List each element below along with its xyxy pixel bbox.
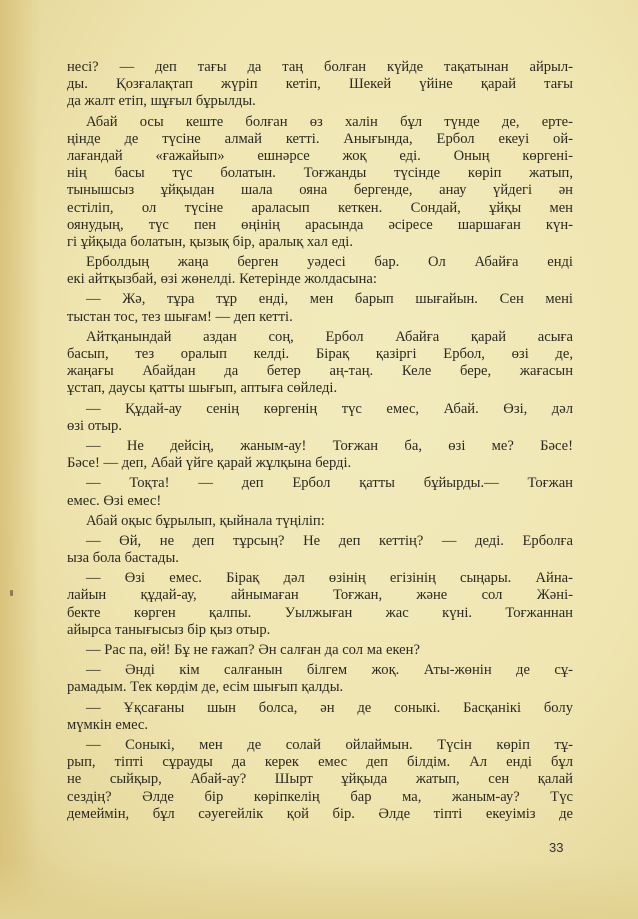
text-line: — Соныкі, мен де солай ойлаймын. Түсін көріп тұ-: [86, 736, 573, 753]
text-line: естіліп, ол түсіне араласып кеткен. Сондай, ұйқы мен: [67, 199, 573, 216]
text-line: — Әнді кім салғанын білгем жоқ. Аты-жөнін де сұ-: [86, 662, 573, 679]
text-line: жаңағы Абайдан да бетер аң-таң. Келе бере, жағасын: [67, 363, 573, 380]
page-number: 33: [549, 840, 564, 855]
text-line: ұстап, даусы қатты шығып, аптыға сөйледі.: [67, 380, 338, 397]
text-line: тыстан тос, тез шығам! — деп кетті.: [67, 308, 293, 325]
text-line: — Құдай-ау сенің көргенің түс емес, Абай. Өзі, дәл: [86, 400, 573, 417]
page-shadow-left: [0, 0, 40, 919]
text-line: — Жә, тұра тұр енді, мен барып шығайын. Сен мені: [86, 291, 573, 308]
text-line: — Ұқсағаны шын болса, ән де соныкі. Басқанікі болу: [86, 699, 573, 716]
page-body-text: [67, 59, 573, 823]
text-line: лағандай «ғажайып» ешнәрсе жоқ еді. Оның көргені-: [67, 147, 573, 164]
text-line: Абай оқыс бұрылып, қыйнала түңіліп:: [86, 512, 325, 529]
text-line: несі? — деп тағы да таң болған күйде тақатынан айрыл-: [67, 59, 573, 75]
text-line: Ерболдың жаңа берген уәдесі бар. Ол Абайға енді: [86, 254, 573, 271]
text-line: нің басы түс болатын. Тоғжанды түсінде көріп жатып,: [67, 165, 573, 182]
text-line: рып, тіпті сұрауды да керек емес деп білдім. Ал енді бұл: [67, 754, 573, 771]
text-line: бекте көрген қалпы. Уылжыған жас күні. Тоғжаннан: [67, 604, 573, 621]
text-line: мүмкін емес.: [67, 716, 149, 733]
text-line: — Не дейсің, жаным-ау! Тоғжан ба, өзі ме? Бәсе!: [86, 437, 573, 454]
text-line: емес. Өзі емес!: [67, 492, 162, 509]
text-line: ыза бола бастады.: [67, 550, 179, 567]
text-line: — Рас па, өй! Бұ не ғажап? Ән салған да сол ма екен?: [86, 642, 420, 658]
page-shadow-bottom: [0, 859, 638, 919]
text-line: лайын құдай-ау, айнымаған Тоғжан, және сол Жәні-: [67, 587, 573, 604]
text-line: сездің? Әлде бір көріпкелің бар ма, жаным-ау? Түс: [67, 788, 573, 805]
text-line: гі ұйқыда болатын, қызық бір, аралық хал еді.: [67, 233, 353, 250]
text-line: демеймін, бұл сәуегейлік қой бір. Әлде тіпті екеуіміз де: [67, 805, 573, 822]
text-line: ды. Қозғалақтап жүріп кетіп, Шекей үйіне қарай тағы: [67, 76, 573, 93]
text-line: Бәсе! — деп, Абай үйге қарай жұлқына берді.: [67, 455, 352, 472]
text-line: Абай осы кеште болған өз халін бұл түнде де, ерте-: [86, 113, 573, 130]
ink-mark: [10, 590, 13, 596]
text-line: айырса танығысыз бір қыз отыр.: [67, 621, 271, 638]
text-line: басып, тез оралып келді. Бірақ қазіргі Ербол, өзі де,: [67, 346, 573, 362]
text-line: — Өй, не деп тұрсың? Не деп кеттің? — деді. Ерболға: [86, 532, 573, 549]
text-line: ңінде де түсіне алмай кетті. Анығында, Ербол екеуі ой-: [67, 130, 573, 147]
text-line: Айтқанындай аздан соң, Ербол Абайға қарай асыға: [86, 328, 573, 345]
text-line: не сыйқыр, Абай-ау? Шырт ұйқыда жатып, сен қалай: [67, 771, 573, 788]
text-line: оянудың, түс пен өңінің арасында әсіресе шаршаған күн-: [67, 216, 573, 233]
text-line: — Тоқта! — деп Ербол қатты бұйырды.— Тоғжан: [86, 475, 573, 492]
text-line: да жалт етіп, шұғыл бұрылды.: [67, 93, 256, 110]
text-line: өзі отыр.: [67, 417, 122, 434]
text-line: екі айтқызбай, өзі жөнелді. Кетерінде жолдасына:: [67, 271, 377, 288]
text-line: — Өзі емес. Бірақ дәл өзінің егізінің сыңары. Айна-: [86, 570, 573, 587]
text-line: рамадым. Тек көрдім де, есім шығып қалды.: [67, 679, 344, 696]
text-line: тынышсыз ұйқыдан шала ояна бергенде, анау үйдегі ән: [67, 182, 573, 199]
